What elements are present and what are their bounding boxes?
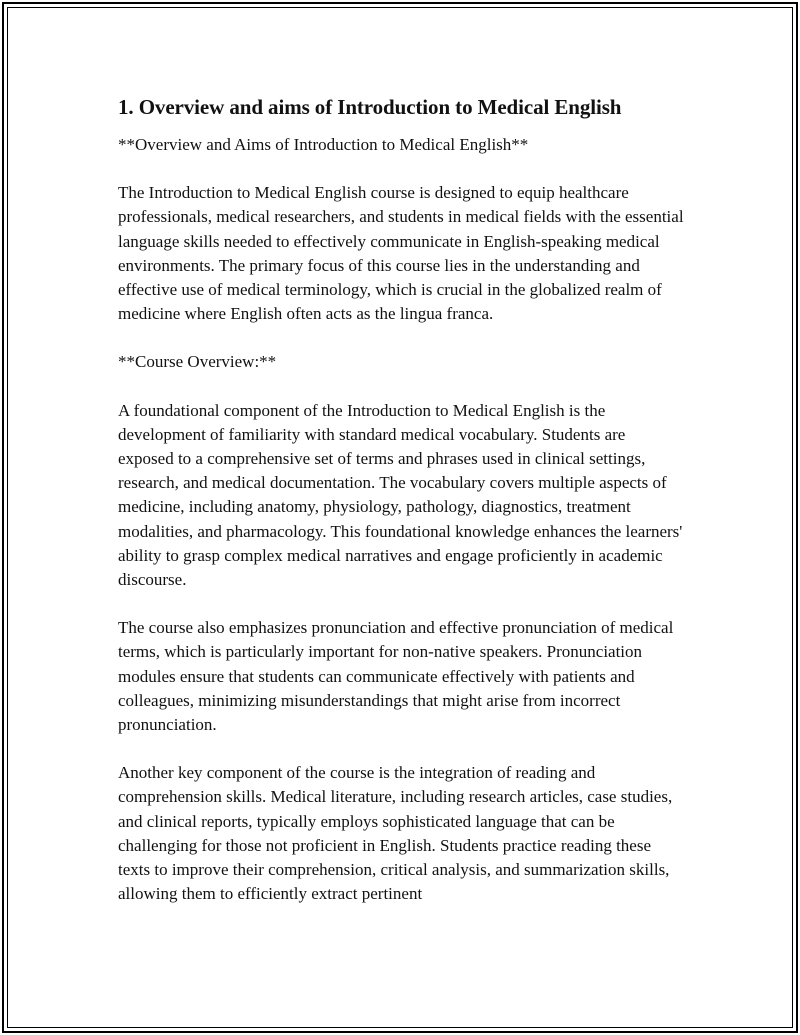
paragraph-subtitle: **Overview and Aims of Introduction to Medical English** — [118, 135, 529, 154]
paragraph-vocabulary: A foundational component of the Introduction to Medical English is the development of familiarity with standard medical vocabulary. Students are exposed to a comprehensive set of terms and phrases used in clinical settings, research, and medical documentation. The vocabulary covers multiple aspects of medicine, including anatomy, physiology, pathology, diagnostics, treatment modalities, and pharmacology. This foundational knowledge enhances the learners' ability to grasp complex medical narratives and engage proficiently in academic discourse. — [118, 400, 683, 590]
paragraph-reading: Another key component of the course is the integration of reading and comprehension skills. Medical literature, including research articles, case studies, and clinical reports, typically employs sophisticated language that can be challenging for those not proficient in English. Students practice reading these texts to improve their comprehension, critical analysis, and summarization skills, allowing them to efficiently extract pertinent — [118, 763, 673, 904]
paragraph-pronunciation: The course also emphasizes pronunciation and effective pronunciation of medical terms, which is particularly important for non-native speakers. Pronunciation modules ensure that students can communicate effectively with patients and colleagues, minimizing misunderstandings that might arise from incorrect pronunciation. — [118, 618, 674, 735]
section-heading: 1. Overview and aims of Introduction to Medical English — [118, 95, 622, 119]
paragraph-course-overview-label: **Course Overview:** — [118, 352, 277, 372]
paragraph-intro: The Introduction to Medical English course is designed to equip healthcare professionals, medical researchers, and students in medical fields with the essential language skills needed to effectively communicate in English-speaking medical environments. The primary focus of this course lies in the understanding and effective use of medical terminology, which is crucial in the globalized realm of medicine where English often acts as the lingua franca. — [118, 183, 684, 324]
document-body — [118, 94, 684, 930]
